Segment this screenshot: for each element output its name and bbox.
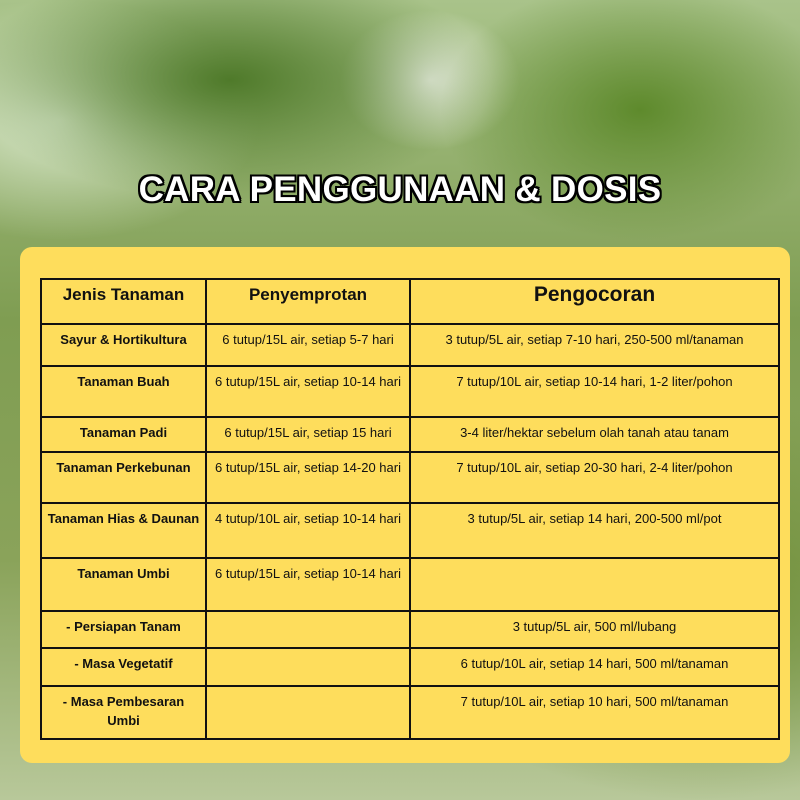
table-row bbox=[41, 452, 779, 503]
cell-pengocoran bbox=[410, 558, 779, 611]
dosage-table bbox=[40, 278, 780, 740]
cell-penyemprotan: 6 tutup/15L air, setiap 10-14 hari bbox=[206, 558, 410, 611]
cell-jenis: Tanaman Umbi bbox=[41, 558, 206, 611]
cell-jenis: Tanaman Padi bbox=[41, 417, 206, 452]
header-penyemprotan: Penyemprotan bbox=[206, 279, 410, 324]
cell-pengocoran: 3 tutup/5L air, setiap 14 hari, 200-500 ml/pot bbox=[410, 503, 779, 558]
table-row bbox=[41, 558, 779, 611]
table-row bbox=[41, 611, 779, 648]
cell-penyemprotan: 6 tutup/15L air, setiap 5-7 hari bbox=[206, 324, 410, 366]
cell-penyemprotan: 6 tutup/15L air, setiap 14-20 hari bbox=[206, 452, 410, 503]
table-row bbox=[41, 417, 779, 452]
table-row bbox=[41, 686, 779, 739]
cell-penyemprotan bbox=[206, 686, 410, 739]
cell-pengocoran: 7 tutup/10L air, setiap 10-14 hari, 1-2 liter/pohon bbox=[410, 366, 779, 417]
cell-pengocoran: 3-4 liter/hektar sebelum olah tanah atau tanam bbox=[410, 417, 779, 452]
cell-jenis: - Masa Vegetatif bbox=[41, 648, 206, 686]
table-row bbox=[41, 503, 779, 558]
cell-jenis: Tanaman Buah bbox=[41, 366, 206, 417]
table-row bbox=[41, 324, 779, 366]
cell-penyemprotan bbox=[206, 611, 410, 648]
cell-pengocoran: 3 tutup/5L air, setiap 7-10 hari, 250-500 ml/tanaman bbox=[410, 324, 779, 366]
cell-jenis: - Masa Pembesaran Umbi bbox=[41, 686, 206, 739]
table-row bbox=[41, 366, 779, 417]
cell-pengocoran: 7 tutup/10L air, setiap 20-30 hari, 2-4 liter/pohon bbox=[410, 452, 779, 503]
header-pengocoran: Pengocoran bbox=[410, 279, 779, 324]
cell-penyemprotan: 6 tutup/15L air, setiap 15 hari bbox=[206, 417, 410, 452]
cell-jenis: Tanaman Hias & Daunan bbox=[41, 503, 206, 558]
cell-jenis: Tanaman Perkebunan bbox=[41, 452, 206, 503]
page-title: CARA PENGGUNAAN & DOSIS bbox=[138, 170, 662, 209]
cell-penyemprotan: 6 tutup/15L air, setiap 10-14 hari bbox=[206, 366, 410, 417]
table-header-row bbox=[41, 279, 779, 324]
cell-penyemprotan bbox=[206, 648, 410, 686]
cell-penyemprotan: 4 tutup/10L air, setiap 10-14 hari bbox=[206, 503, 410, 558]
cell-jenis: - Persiapan Tanam bbox=[41, 611, 206, 648]
cell-jenis: Sayur & Hortikultura bbox=[41, 324, 206, 366]
cell-pengocoran: 6 tutup/10L air, setiap 14 hari, 500 ml/tanaman bbox=[410, 648, 779, 686]
cell-pengocoran: 3 tutup/5L air, 500 ml/lubang bbox=[410, 611, 779, 648]
table-row bbox=[41, 648, 779, 686]
cell-pengocoran: 7 tutup/10L air, setiap 10 hari, 500 ml/tanaman bbox=[410, 686, 779, 739]
header-jenis: Jenis Tanaman bbox=[41, 279, 206, 324]
